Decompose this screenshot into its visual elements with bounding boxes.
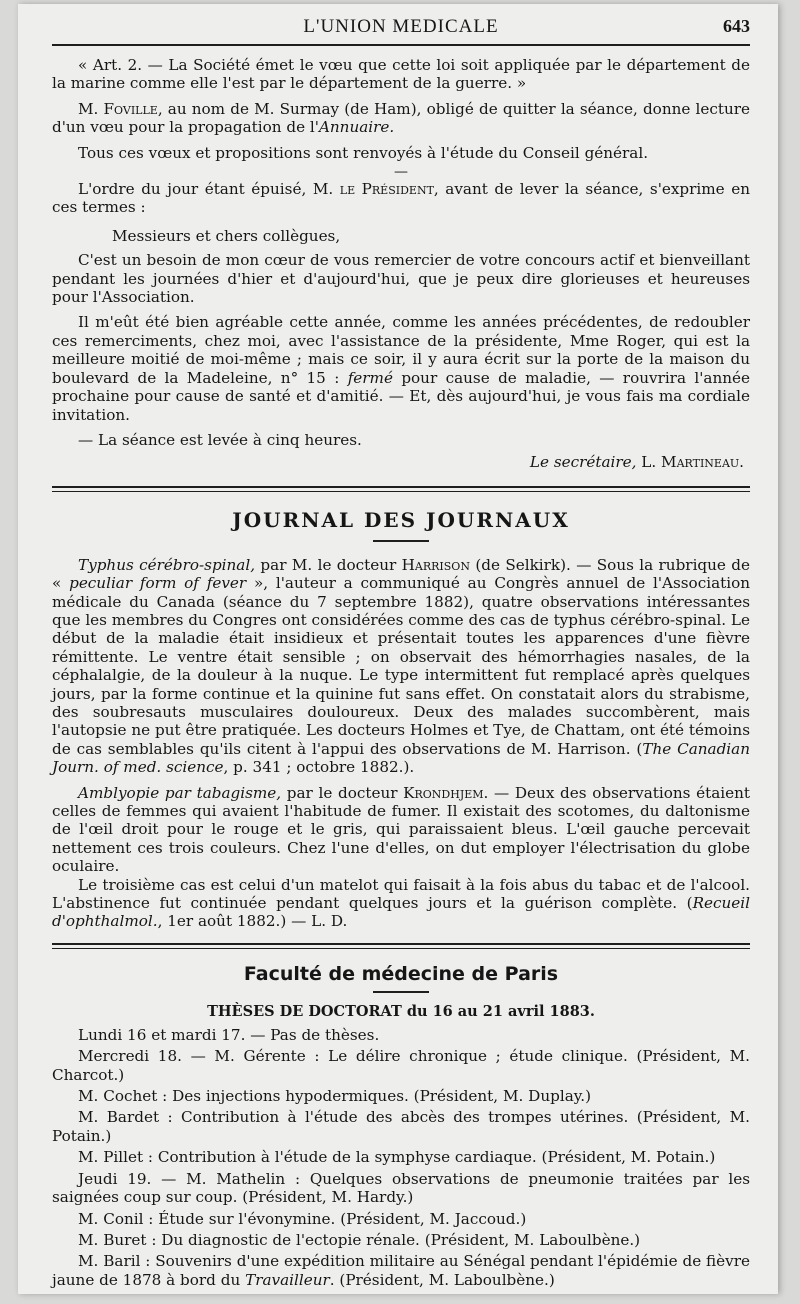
list-item: M. Buret : Du diagnostic de l'ectopie rénale. (Président, M. Laboulbène.) <box>78 1230 641 1249</box>
page-number: 643 <box>723 16 750 36</box>
faculte-underline <box>373 991 429 993</box>
salutation: Messieurs et chers collègues, <box>112 226 341 245</box>
amblyopie-article <box>52 784 750 876</box>
ordre-text-b: , avant de lever la séance, s'exprime en ces termes : <box>52 180 750 217</box>
amblyopie-by: par le docteur <box>281 783 404 802</box>
running-title: L'UNION MEDICALE <box>303 16 499 37</box>
list-item: M. Conil : Étude sur l'évonymine. (Président, M. Jaccoud.) <box>78 1209 527 1228</box>
faculte-title: Faculté de médecine de Paris <box>243 962 559 985</box>
list-item: M. Pillet : Contribution à l'étude de la symphyse cardiaque. (Président, M. Potain.) <box>78 1148 716 1167</box>
speech-text-a: Il m'eût été bien agréable cette année, comme les années précédentes, de redoubler ces remerciments, chez moi, avec l'assistance de la présidente, Mme Roger, qui est la meilleure moitié de moi-même ; mais ce soir, il y aura écrit sur la porte de la maison du boulevard de la Madeleine, n° 15 : <box>52 313 750 387</box>
amblyopie-text: . — Deux des observations étaient celles de femmes qui avaient l'habitude de fumer. Il existait des scotomes, du daltonisme de l'œil droit pour le rouge et le gris, qui paraissaient bleus. L'œil gauche percevait nettement ces trois couleurs. Chez l'une d'elles, on dut employer l'électrisation du globe oculaire. <box>52 783 750 876</box>
recueil-ref-rest: , 1er août 1882.) — L. D. <box>157 912 348 931</box>
travailleur-italic: Travailleur <box>245 1270 330 1289</box>
journal-section-title: JOURNAL DES JOURNAUX <box>232 507 570 532</box>
article-2-paragraph: « Art. 2. — La Société émet le vœu que cette loi soit appliquée par le département de la marine comme elle l'est par le département de la guerre. » <box>52 56 750 93</box>
amblyopie-p2-text: Le troisième cas est celui d'un matelot qui faisait à la fois abus du tabac et de l'alcool. L'abstinence fut continuée pendant quelques jours et la guérison complète. ( <box>52 875 750 913</box>
recueil-ref: Recueil d'ophthalmol. <box>52 894 750 931</box>
signature <box>52 453 744 471</box>
ferme-italic: fermé <box>347 368 393 387</box>
page-body <box>52 56 750 1292</box>
foville-paragraph <box>52 100 750 137</box>
list-item: M. Bardet : Contribution à l'étude des abcès des trompes utérines. (Président, M. Potain.) <box>52 1108 750 1145</box>
amblyopie-title: Amblyopie par tabagisme, <box>78 783 282 802</box>
list-item: Jeudi 19. — M. Mathelin : Quelques observations de pneumonie traitées par les saignées coup sur coup. (Président, M. Hardy.) <box>52 1169 750 1207</box>
amblyopie-paragraph-2 <box>52 876 750 931</box>
typhus-by: par M. le docteur <box>255 555 402 574</box>
speech-paragraph-2 <box>52 313 750 423</box>
speech-paragraph-1: C'est un besoin de mon cœur de vous remercier de votre concours actif et bienveillant pendant les journées d'hier et d'aujourd'hui, que je peux dire glorieuses et heureuses pour l'Association. <box>52 251 750 307</box>
title-underline <box>373 540 429 542</box>
typhus-ref-rest: , p. 341 ; octobre 1882.). <box>223 758 415 777</box>
annuaire-italic: Annuaire. <box>318 118 395 137</box>
typhus-ref-journal: The Canadian Journ. of med. science <box>52 739 751 777</box>
closing-line: — La séance est levée à cinq heures. <box>78 430 362 449</box>
voeux-paragraph: Tous ces vœux et propositions sont renvoyés à l'étude du Conseil général. <box>78 143 649 162</box>
foville-name: M. Foville <box>78 99 158 118</box>
typhus-title: Typhus cérébro-spinal, <box>78 555 256 574</box>
baril-text-a: M. Baril : Souvenirs d'une expédition militaire au Sénégal pendant l'épidémie de fièvre jaune de 1878 à bord du <box>52 1252 750 1289</box>
separator-dash: — <box>394 164 408 181</box>
theses-title: THÈSES DE DOCTORAT du 16 au 21 avril 1883. <box>207 1002 595 1020</box>
typhus-author: Harrison <box>401 555 470 574</box>
typhus-text-b: », l'auteur a communiqué au Congrès annuel de l'Association médicale du Canada (séance du 7 septembre 1882), quatre observations intéressantes que les membres du Congres ont considérées comme des cas de typhus cérébro-spinal. Le début de la maladie était insidieux et présentait toutes les apparences d'une fièvre rémittente. Le ventre était sensible ; on observait des hémorrhagies nasales, de la céphalalgie, de la douleur à la nuque. Le type intermittent fut remplacé après quelques jours, par la forme continue et la quinine fut sans effet. On constatait alors du strabisme, des soubresauts musculaires douloureux. Deux des malades succombèrent, mais l'autopsie ne put être pratiquée. Les docteurs Holmes et Tye, de Chattam, ont été témoins de cas semblables qu'ils citent à l'appui des observations de M. Harrison. ( <box>52 574 751 758</box>
list-item: Mercredi 18. — M. Gérente : Le délire chronique ; étude clinique. (Président, M. Charcot.) <box>52 1047 750 1084</box>
section-rule-2 <box>52 943 750 949</box>
speech-text-b: pour cause de maladie, — rouvrira l'année prochaine pour cause de santé et d'amitié. — Et, dès aujourd'hui, je vous fais ma cordiale invitation. <box>52 368 750 424</box>
amblyopie-author: Krondhjem <box>403 783 484 802</box>
newspaper-page <box>18 4 778 1294</box>
signature-role: Le secrétaire, <box>529 453 637 472</box>
list-item: Lundi 16 et mardi 17. — Pas de thèses. <box>78 1025 380 1044</box>
section-rule <box>52 486 750 492</box>
theses-list <box>52 1026 750 1289</box>
list-item-last <box>52 1252 750 1289</box>
baril-text-b: . (Président, M. Laboulbène.) <box>329 1270 555 1289</box>
foville-text: , au nom de M. Surmay (de Ham), obligé de quitter la séance, donne lecture d'un vœu pour la propagation de l' <box>52 99 750 137</box>
list-item: M. Cochet : Des injections hypodermiques. (Président, M. Duplay.) <box>78 1087 592 1106</box>
president-name: M. le Président <box>312 180 434 199</box>
page-header <box>52 12 750 46</box>
typhus-text-a: (de Selkirk). — Sous la rubrique de « <box>52 555 750 593</box>
ordre-text-a: L'ordre du jour étant épuisé, <box>78 180 313 199</box>
peculiar-form-italic: peculiar form of fever <box>69 574 247 593</box>
ordre-paragraph <box>52 180 750 217</box>
typhus-article <box>52 556 750 777</box>
signature-name: L. Martineau. <box>641 453 744 472</box>
